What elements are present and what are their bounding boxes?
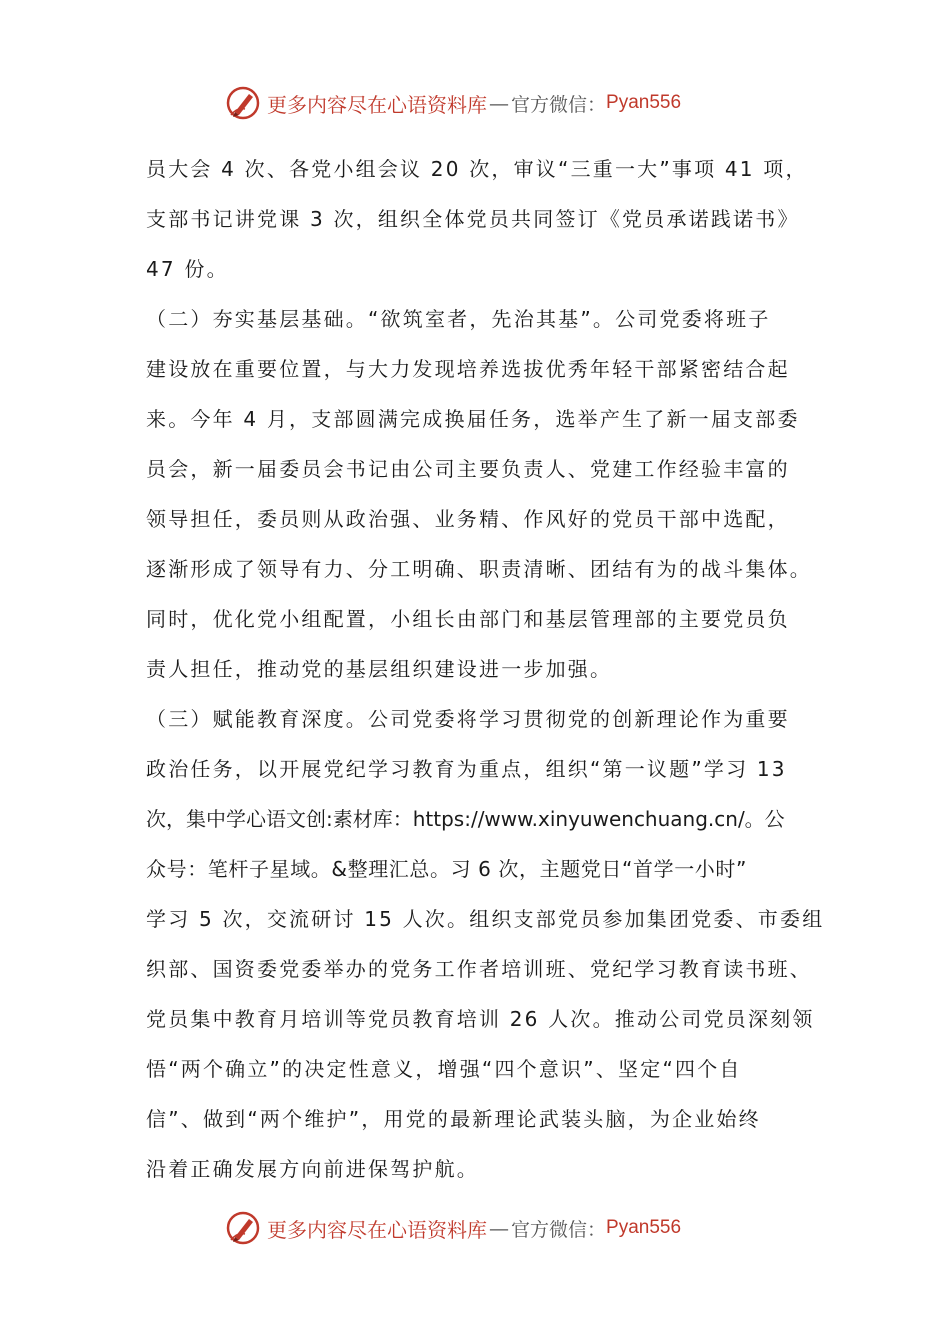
banner-wechat-id: Pyan556 xyxy=(606,1217,682,1238)
body-line: 逐渐形成了领导有力、分工明确、职责清晰、团结有为的战斗集体。 xyxy=(146,557,812,581)
body-line: 众号：笔杆子星域。&整理汇总。习 6 次，主题党日“首学一小时” xyxy=(146,857,747,881)
body-line: 来。今年 4 月，支部圆满完成换届任务，选举产生了新一届支部委 xyxy=(146,407,800,431)
body-line: 同时，优化党小组配置，小组长由部门和基层管理部的主要党员负 xyxy=(146,607,790,631)
body-line: 47 份。 xyxy=(146,257,229,281)
body-line: （二）夯实基层基础。“欲筑室者，先治其基”。公司党委将班子 xyxy=(146,307,771,331)
body-line: 党员集中教育月培训等党员教育培训 26 人次。推动公司党员深刻领 xyxy=(146,1007,815,1031)
body-line: 责人担任，推动党的基层组织建设进一步加强。 xyxy=(146,657,613,681)
banner-separator: — xyxy=(489,91,509,115)
body-line: 建设放在重要位置，与大力发现培养选拔优秀年轻干部紧密结合起 xyxy=(146,357,790,381)
body-line: 信”、做到“两个维护”，用党的最新理论武装头脑，为企业始终 xyxy=(146,1107,761,1131)
banner-text: 更多内容尽在心语资料库 xyxy=(267,1217,487,1242)
banner-contact-label: 官方微信： xyxy=(511,1218,607,1241)
pen-logo-icon xyxy=(225,1210,261,1246)
body-line: 次，集中学心语文创:素材库：https://www.xinyuwenchuang.cn/。公 xyxy=(146,807,785,831)
body-line: 织部、国资委党委举办的党务工作者培训班、党纪学习教育读书班、 xyxy=(146,957,812,981)
body-line: 学习 5 次，交流研讨 15 人次。组织支部党员参加集团党委、市委组 xyxy=(146,907,825,931)
banner-separator: — xyxy=(489,1216,509,1240)
body-line: （三）赋能教育深度。公司党委将学习贯彻党的创新理论作为重要 xyxy=(146,707,790,731)
banner-contact-label: 官方微信： xyxy=(511,93,607,116)
body-line: 领导担任，委员则从政治强、业务精、作风好的党员干部中选配， xyxy=(146,507,790,531)
body-line: 沿着正确发展方向前进保驾护航。 xyxy=(146,1157,479,1181)
footer-banner xyxy=(225,1208,681,1248)
document-body xyxy=(146,144,836,1194)
body-line: 支部书记讲党课 3 次，组织全体党员共同签订《党员承诺践诺书》 xyxy=(146,207,800,231)
body-line: 悟“两个确立”的决定性意义，增强“四个意识”、坚定“四个自 xyxy=(146,1057,742,1081)
banner-text: 更多内容尽在心语资料库 xyxy=(267,92,487,117)
body-line: 员会，新一届委员会书记由公司主要负责人、党建工作经验丰富的 xyxy=(146,457,790,481)
banner-wechat-id: Pyan556 xyxy=(606,92,682,113)
body-line: 员大会 4 次、各党小组会议 20 次，审议“三重一大”事项 41 项， xyxy=(146,157,808,181)
pen-logo-icon xyxy=(225,85,261,121)
body-line: 政治任务，以开展党纪学习教育为重点，组织“第一议题”学习 13 xyxy=(146,757,787,781)
header-banner xyxy=(225,83,681,123)
